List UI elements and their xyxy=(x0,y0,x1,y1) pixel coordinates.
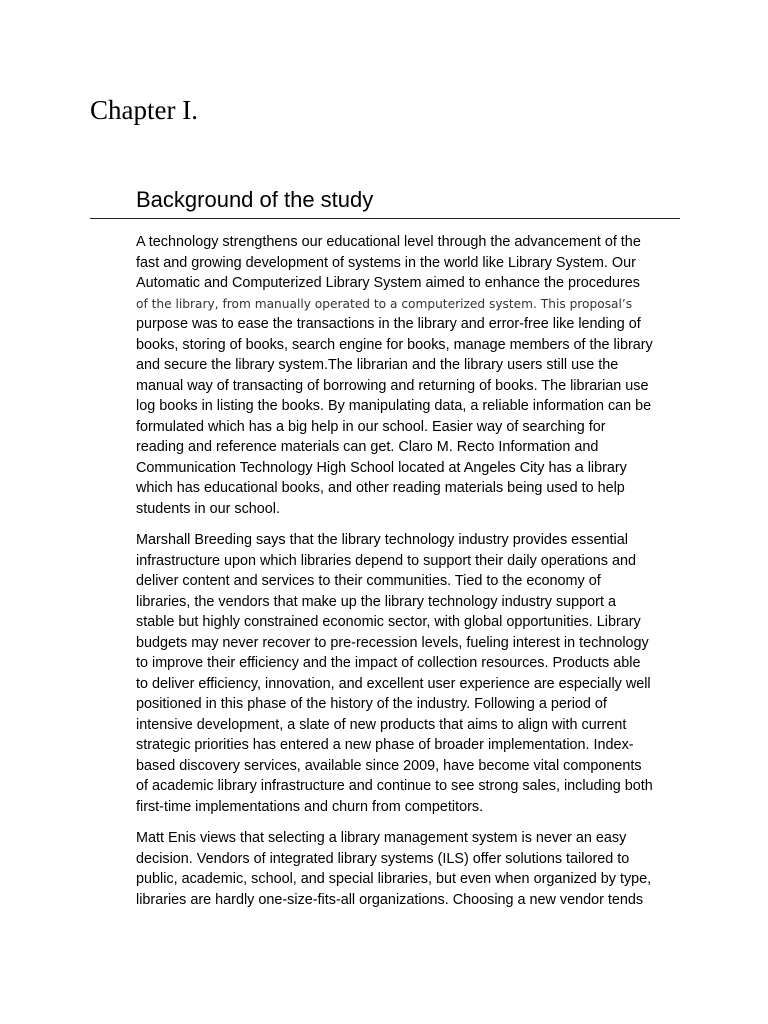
text-line: reading and reference materials can get. Claro M. Recto Information and xyxy=(136,439,599,455)
chapter-title: Chapter I. xyxy=(90,95,198,125)
text-line: intensive development, a slate of new products that aims to align with current xyxy=(136,716,627,733)
text-line: students in our school. xyxy=(136,500,280,517)
section-divider xyxy=(90,218,680,219)
text-line: manual way of transacting of borrowing and returning of books. The librarian use xyxy=(136,377,649,394)
text-line: to deliver efficiency, innovation, and excellent user experience are especially well xyxy=(136,675,651,692)
section-heading: Background of the study xyxy=(136,187,374,212)
text-line: infrastructure upon which libraries depend to support their daily operations and xyxy=(136,552,636,569)
text-line: of academic library infrastructure and continue to see strong sales, including both xyxy=(136,778,653,794)
text-line: libraries, the vendors that make up the library technology industry support a xyxy=(136,593,616,610)
text-line: based discovery services, available since 2009, have become vital components xyxy=(136,757,642,774)
text-line: Communication Technology High School located at Angeles City has a library xyxy=(136,459,627,476)
text-line: deliver content and services to their communities. Tied to the economy of xyxy=(136,573,601,589)
body-text xyxy=(136,232,681,921)
text-line: Automatic and Computerized Library System aimed to enhance the procedures xyxy=(136,275,640,291)
text-line: Matt Enis views that selecting a library management system is never an easy xyxy=(136,830,627,846)
text-line: Marshall Breeding says that the library technology industry provides essential xyxy=(136,532,628,548)
text-line: purpose was to ease the transactions in the library and error-free like lending of xyxy=(136,316,641,332)
text-line: public, academic, school, and special libraries, but even when organized by type, xyxy=(136,871,652,887)
text-line: strategic priorities has entered a new phase of broader implementation. Index- xyxy=(136,737,634,753)
text-line: fast and growing development of systems in the world like Library System. Our xyxy=(136,254,636,271)
text-line: to improve their efficiency and the impact of collection resources. Products able xyxy=(136,655,641,671)
paragraph-3 xyxy=(136,828,681,910)
text-line: first-time implementations and churn from competitors. xyxy=(136,798,484,815)
text-line: and secure the library system.The librarian and the library users still use the xyxy=(136,357,619,373)
text-line: books, storing of books, search engine for books, manage members of the library xyxy=(136,336,653,353)
text-line: of the library, from manually operated to a computerized system. This proposal’s xyxy=(136,296,633,311)
text-line: budgets may never recover to pre-recession levels, fueling interest in technology xyxy=(136,634,649,651)
text-line: positioned in this phase of the history of the industry. Following a period of xyxy=(136,696,607,712)
paragraph-1 xyxy=(136,232,681,519)
text-line: stable but highly constrained economic sector, with global opportunities. Library xyxy=(136,614,641,630)
paragraph-2 xyxy=(136,530,681,817)
text-line: log books in listing the books. By manipulating data, a reliable information can be xyxy=(136,398,652,414)
text-line: libraries are hardly one-size-fits-all organizations. Choosing a new vendor tends xyxy=(136,891,644,908)
text-line: decision. Vendors of integrated library systems (ILS) offer solutions tailored to xyxy=(136,850,630,867)
text-line: formulated which has a big help in our school. Easier way of searching for xyxy=(136,418,606,435)
text-line: A technology strengthens our educational level through the advancement of the xyxy=(136,234,641,250)
text-line: which has educational books, and other reading materials being used to help xyxy=(136,480,625,496)
